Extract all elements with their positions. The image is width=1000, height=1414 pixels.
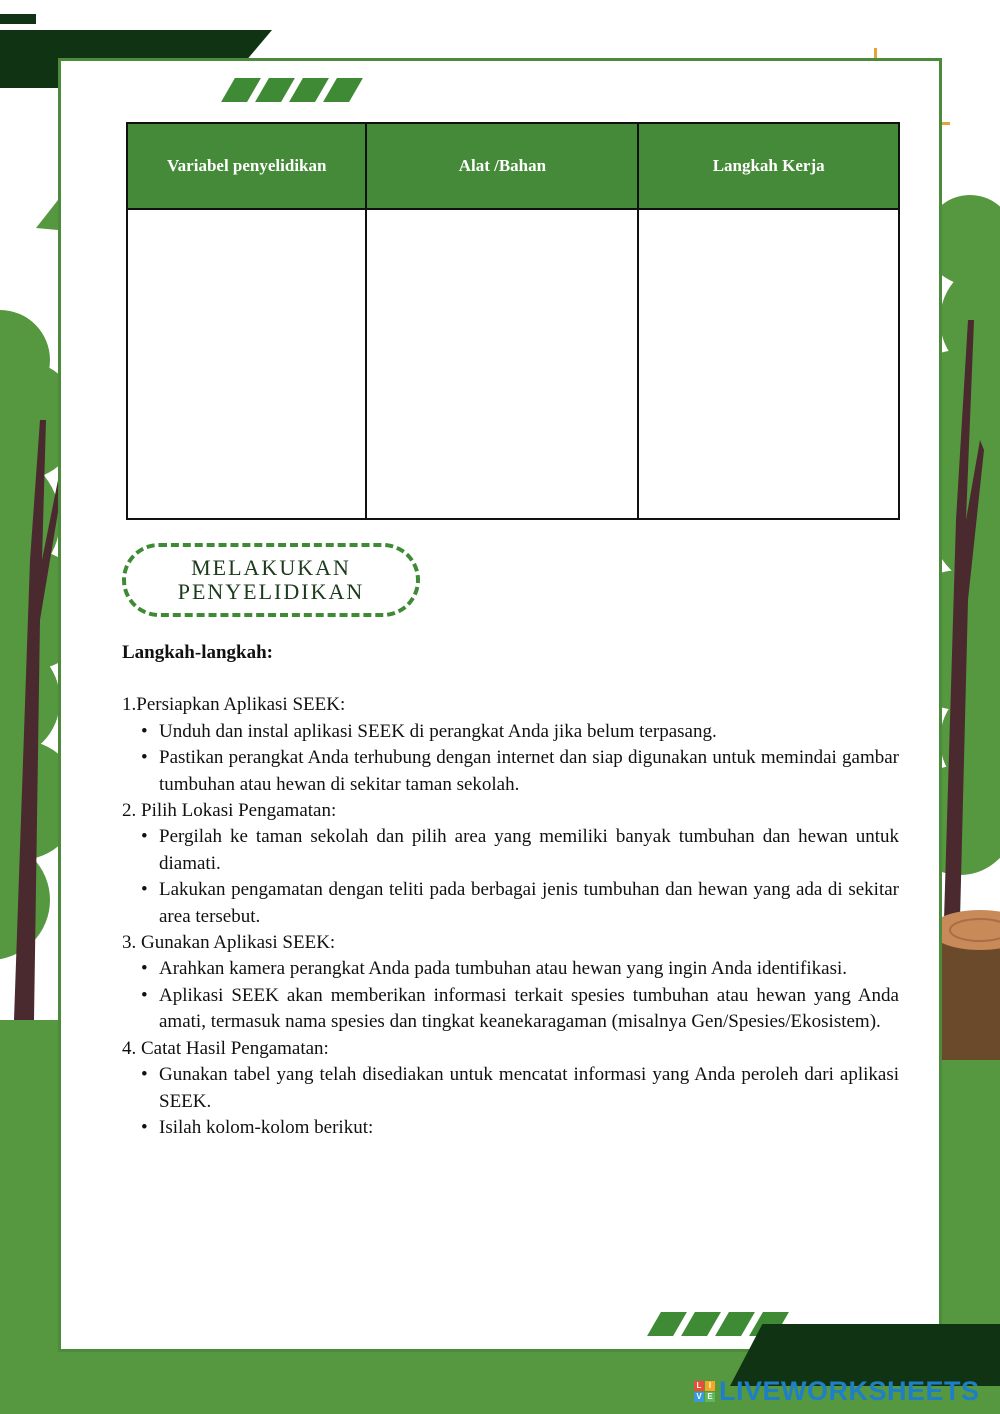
- step-bullets: [122, 1062, 899, 1141]
- list-item: • Pergilah ke taman sekolah dan pilih area yang memiliki banyak tumbuhan dan hewan untuk diamati.: [159, 824, 899, 877]
- list-item: • Gunakan tabel yang telah disediakan untuk mencatat informasi yang Anda peroleh dari aplikasi SEEK.: [159, 1062, 899, 1115]
- section-title-line1: MELAKUKAN: [191, 555, 351, 580]
- list-item: • Pastikan perangkat Anda terhubung dengan internet dan siap digunakan untuk memindai gambar tumbuhan atau hewan di sekitar taman sekolah.: [159, 745, 899, 798]
- list-item: • Isilah kolom-kolom berikut:: [159, 1115, 899, 1141]
- step-title: 3. Gunakan Aplikasi SEEK:: [122, 932, 336, 954]
- logo-icon: L I V E: [694, 1381, 715, 1402]
- instructions: [122, 640, 899, 1141]
- step-title: 1.Persiapkan Aplikasi SEEK:: [122, 694, 346, 716]
- investigation-table: [126, 122, 900, 520]
- liveworksheets-logo[interactable]: [694, 1376, 980, 1407]
- logo-text: LIVEWORKSHEETS: [719, 1376, 980, 1406]
- cell-variable-input[interactable]: [127, 209, 366, 519]
- section-title-badge: [122, 543, 420, 617]
- list-item: • Unduh dan instal aplikasi SEEK di perangkat Anda jika belum terpasang.: [159, 719, 899, 745]
- step-bullets: [122, 956, 899, 1035]
- step-bullets: [122, 824, 899, 930]
- table-row: [127, 209, 899, 519]
- cell-steps-input[interactable]: [638, 209, 899, 519]
- step-title: 2. Pilih Lokasi Pengamatan:: [122, 800, 337, 822]
- header-tools: Alat /Bahan: [366, 123, 638, 209]
- section-title-line2: PENYELIDIKAN: [177, 579, 365, 604]
- corner-accent: [0, 14, 36, 24]
- list-item: • Aplikasi SEEK akan memberikan informasi terkait spesies tumbuhan atau hewan yang Anda amati, termasuk nama spesies dan tingkat keanekaragaman (misalnya Gen/Spesies/Ekosistem).: [159, 983, 899, 1036]
- table-header-row: [127, 123, 899, 209]
- cell-tools-input[interactable]: [366, 209, 638, 519]
- step-bullets: [122, 719, 899, 798]
- top-stripes: [228, 78, 356, 102]
- step-title: 4. Catat Hasil Pengamatan:: [122, 1037, 329, 1059]
- list-item: • Arahkan kamera perangkat Anda pada tumbuhan atau hewan yang ingin Anda identifikasi.: [159, 956, 899, 982]
- instructions-subhead: Langkah-langkah:: [122, 642, 274, 663]
- header-steps: Langkah Kerja: [638, 123, 899, 209]
- list-item: • Lakukan pengamatan dengan teliti pada berbagai jenis tumbuhan dan hewan yang ada di sekitar area tersebut.: [159, 877, 899, 930]
- header-variable: Variabel penyelidikan: [127, 123, 366, 209]
